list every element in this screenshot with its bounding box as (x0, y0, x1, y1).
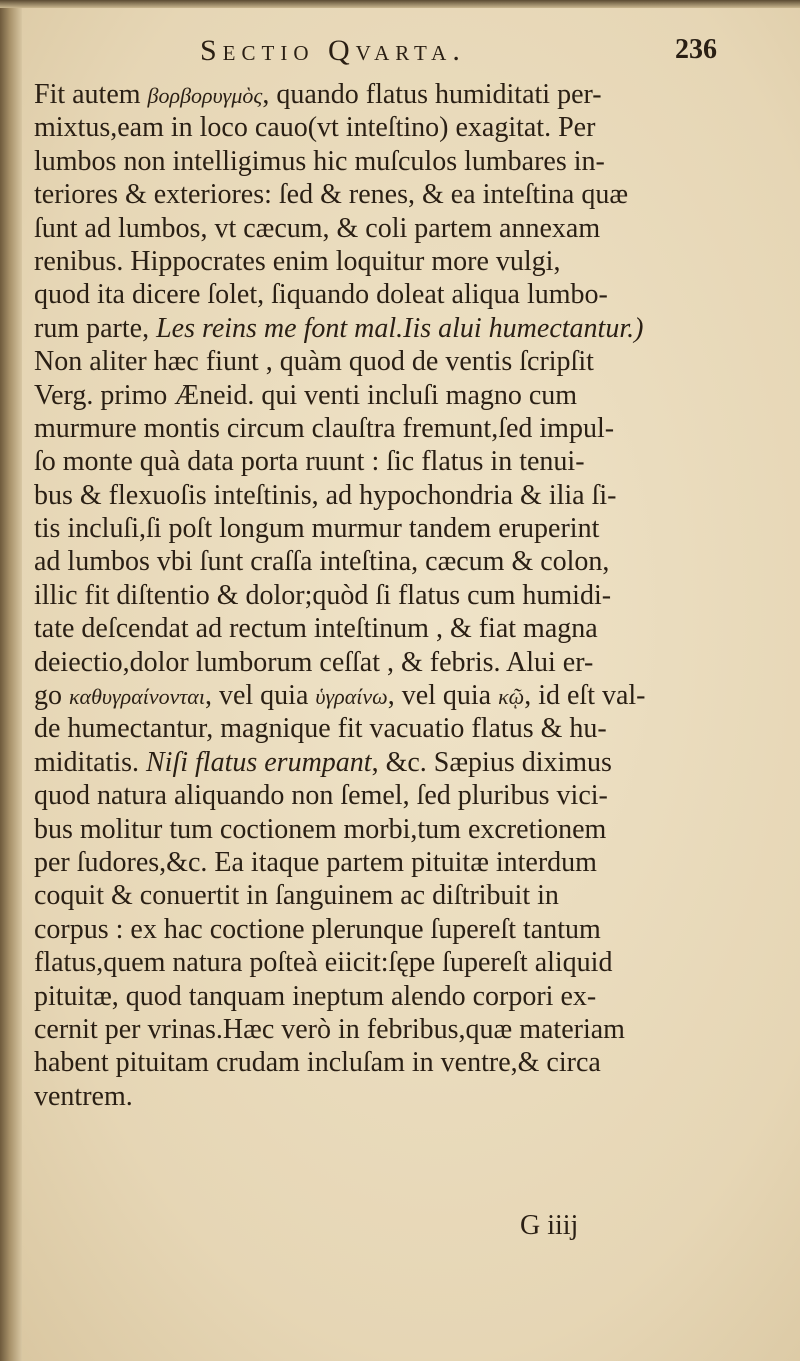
page-header (0, 34, 800, 74)
text-line (34, 980, 734, 1013)
text-segment: cernit per vrinas.Hæc verò in febribus,quæ materiam (34, 1013, 625, 1045)
signature-mark: G iiij (520, 1210, 579, 1241)
text-line (34, 1013, 734, 1046)
text-segment: lumbos non intelligimus hic muſculos lumbares in- (34, 145, 605, 177)
text-line (34, 646, 734, 679)
text-segment: quod natura aliquando non ſemel, ſed pluribus vici- (34, 780, 608, 812)
text-line (34, 479, 734, 512)
text-segment: ventrem. (34, 1080, 133, 1112)
text-segment: bus molitur tum coctionem morbi,tum excretionem (34, 813, 607, 845)
greek-term: καθυγραίνονται (69, 684, 205, 710)
text-line (34, 312, 734, 345)
text-segment: corpus : ex hac coctione plerunque ſupereſt tantum (34, 913, 601, 945)
page-gutter (0, 0, 22, 1361)
greek-term: κῷ (498, 684, 525, 710)
text-line (34, 946, 734, 979)
text-segment: de humectantur, magnique fit vacuatio flatus & hu- (34, 713, 607, 745)
text-line (34, 379, 734, 412)
text-line (34, 846, 734, 879)
page-top-edge (0, 0, 800, 8)
text-segment: tate deſcendat ad rectum inteſtinum , & fiat magna (34, 613, 598, 645)
text-line (34, 779, 734, 812)
text-segment: murmure montis circum clauſtra fremunt,ſed impul- (34, 412, 615, 444)
running-head: Sectio Qvarta. (200, 34, 466, 67)
text-segment: ad lumbos vbi ſunt craſſa inteſtina, cæcum & colon, (34, 546, 610, 578)
text-line (34, 712, 734, 745)
text-line (34, 879, 734, 912)
text-line (34, 545, 734, 578)
greek-term: βορβορυγμὸς (147, 83, 263, 108)
text-segment: Verg. primo Æneid. qui venti incluſi magno cum (34, 379, 578, 411)
text-segment: rum parte, (34, 312, 157, 344)
text-line (34, 178, 734, 211)
text-line (34, 111, 734, 144)
text-line (34, 512, 734, 545)
text-segment: go (34, 680, 69, 712)
text-line (34, 813, 734, 846)
text-segment: , vel quia (387, 680, 499, 712)
text-segment: , vel quia (204, 680, 316, 712)
text-segment: , &c. Sæpius diximus (371, 746, 612, 778)
text-line (34, 679, 734, 712)
text-segment: quod ita dicere ſolet, ſiquando doleat aliqua lumbo- (34, 279, 608, 311)
text-segment: per ſudores,&c. Ea itaque partem pituitæ interdum (34, 846, 597, 878)
text-segment: Fit autem (34, 79, 148, 110)
text-line (34, 612, 734, 645)
text-segment: ſo monte quà data porta ruunt : ſic flatus in tenui- (34, 446, 585, 478)
text-line (34, 245, 734, 278)
text-line (34, 445, 734, 478)
text-segment: flatus,quem natura poſteà eiicit:ſępe ſupereſt aliquid (34, 947, 613, 979)
text-segment: renibus. Hippocrates enim loquitur more vulgi, (34, 245, 561, 277)
text-segment: illic fit diſtentio & dolor;quòd ſi flatus cum humidi- (34, 579, 612, 611)
body-text (34, 78, 734, 1113)
text-segment: teriores & exteriores: ſed & renes, & ea inteſtina quæ (34, 179, 629, 211)
text-segment: , id eſt val- (524, 680, 646, 712)
text-line (34, 78, 734, 111)
text-segment: pituitæ, quod tanquam ineptum alendo corpori ex- (34, 980, 597, 1012)
text-segment: habent pituitam crudam incluſam in ventre,& circa (34, 1047, 601, 1079)
text-segment: ſunt ad lumbos, vt cæcum, & coli partem annexam (34, 212, 601, 244)
text-line (34, 913, 734, 946)
text-segment: deiectio,dolor lumborum ceſſat , & febris. Alui er- (34, 646, 594, 678)
text-line (34, 1080, 734, 1113)
text-line (34, 412, 734, 445)
text-segment: bus & flexuoſis inteſtinis, ad hypochondria & ilia ſi- (34, 479, 617, 511)
text-segment: , quando flatus humiditati per- (262, 79, 602, 110)
text-line (34, 1046, 734, 1079)
page-number: 236 (675, 34, 717, 65)
text-segment: tis incluſi,ſi poſt longum murmur tandem eruperint (34, 513, 600, 545)
text-line (34, 145, 734, 178)
text-line (34, 278, 734, 311)
greek-term: ὑγραίνω (315, 684, 388, 710)
text-line (34, 746, 734, 779)
italic-text: Les reins me font mal.Iis alui humectantur.) (156, 312, 644, 344)
text-segment: mixtus,eam in loco cauo(vt inteſtino) exagitat. Per (34, 112, 596, 144)
text-line (34, 212, 734, 245)
text-segment: coquit & conuertit in ſanguinem ac diſtribuit in (34, 880, 559, 912)
italic-text: Niſi flatus erumpant (146, 746, 372, 778)
text-line (34, 345, 734, 378)
text-line (34, 579, 734, 612)
text-segment: Non aliter hæc fiunt , quàm quod de ventis ſcripſit (34, 346, 594, 378)
text-segment: miditatis. (34, 746, 146, 778)
